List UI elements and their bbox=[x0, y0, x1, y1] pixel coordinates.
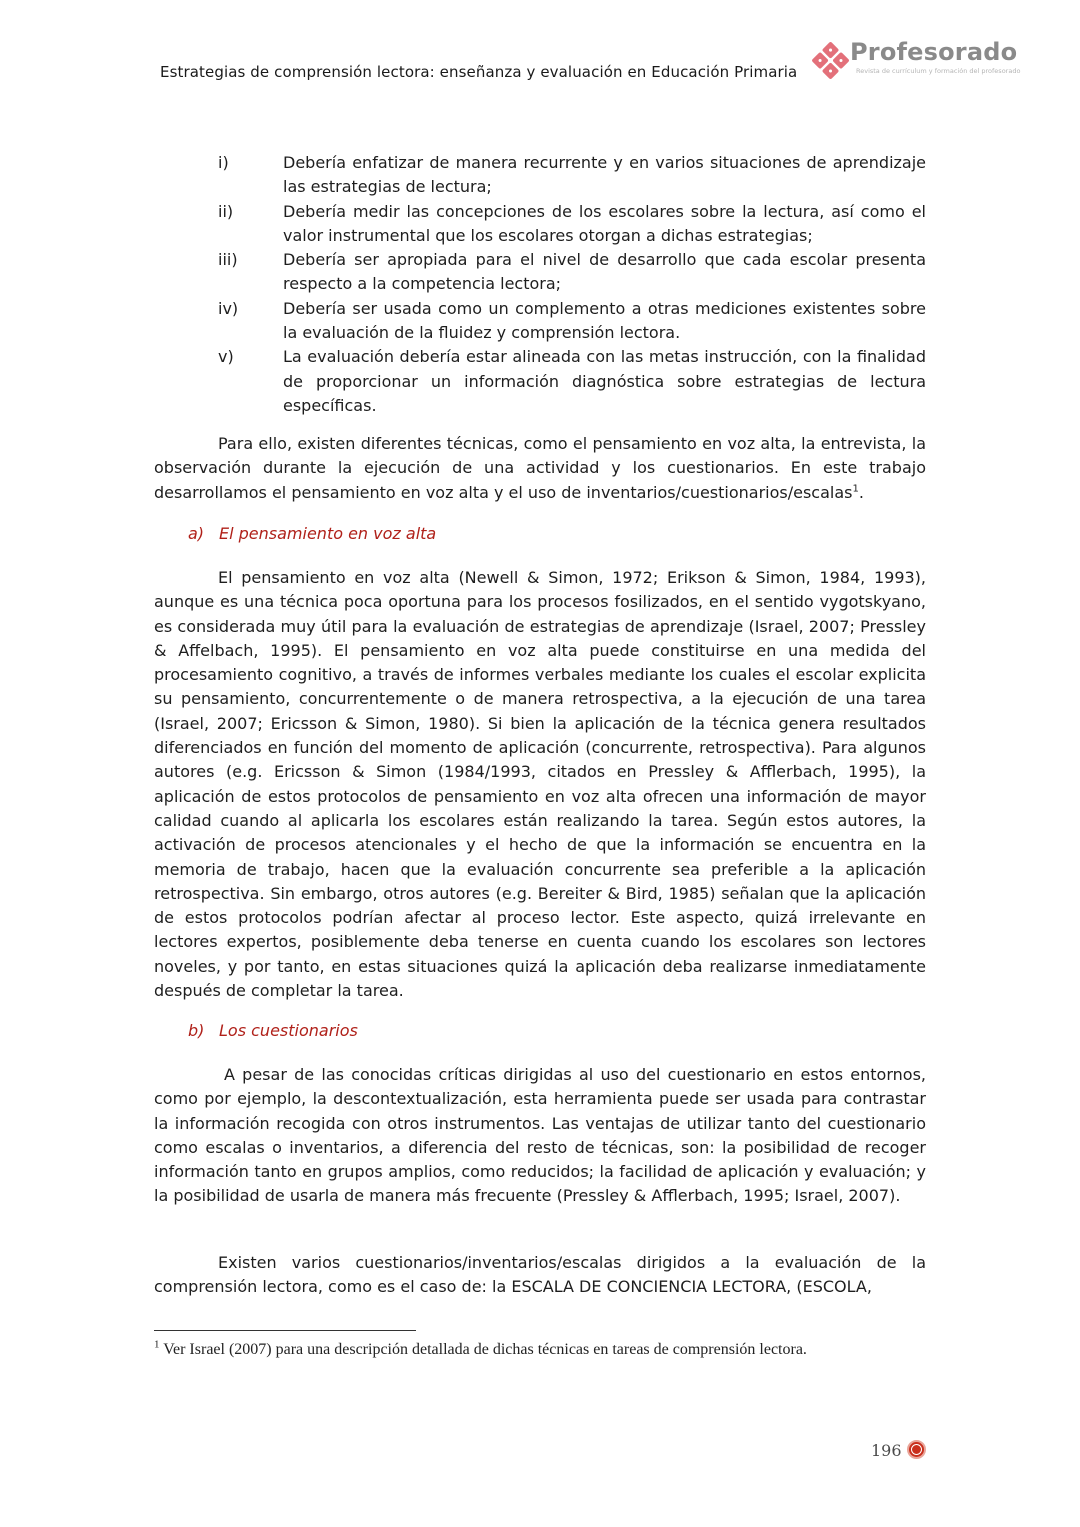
paragraph-questionnaires bbox=[154, 1063, 926, 1209]
paragraph-text: Existen varios cuestionarios/inventarios/escalas dirigidos a la evaluación de la comprensión lectora, como es el caso de: la ESCALA DE CONCIENCIA LECTORA, (ESCOLA, bbox=[154, 1253, 926, 1297]
paragraph-text: A pesar de las conocidas críticas dirigidas al uso del cuestionario en estos entornos, como por ejemplo, la descontextualización, esta herramienta puede ser usada para contrastar la información recogida con otros instrumentos. Las ventajas de utilizar tanto del cuestionario como escalas o inventarios, a diferencia del resto de técnicas, son: la posibilidad de recoger información tanto en grupos amplios, como reducidos; la facilidad de aplicación y evaluación; y la posibilidad de usarla de manera más frecuente (Pressley & Afflerbach, 1995; Israel, 2007). bbox=[154, 1065, 926, 1206]
heading-text: El pensamiento en voz alta bbox=[219, 524, 437, 543]
list-item-number: iii) bbox=[218, 250, 238, 270]
section-heading-think-aloud bbox=[188, 524, 436, 543]
heading-label: a) bbox=[188, 524, 205, 543]
footnote-number: 1 bbox=[154, 1338, 160, 1351]
heading-label: b) bbox=[188, 1021, 205, 1040]
list-item bbox=[218, 297, 926, 346]
paragraph-techniques bbox=[154, 432, 926, 505]
logo-tagline: Revista de currículum y formación del profesorado bbox=[856, 67, 1021, 75]
footnote-text: Ver Israel (2007) para una descripción detallada de dichas técnicas en tareas de comprensión lectora. bbox=[163, 1341, 807, 1358]
list-item bbox=[218, 200, 926, 249]
list-item-number: iv) bbox=[218, 298, 239, 318]
page-marker-circle-icon bbox=[907, 1440, 926, 1459]
page-number: 196 bbox=[871, 1441, 902, 1460]
paragraph-text: Para ello, existen diferentes técnicas, como el pensamiento en voz alta, la entrevista, la observación durante la ejecución de una actividad y los cuestionarios. En este trabajo desarrollamos el pensamiento en voz alta y el uso de inventarios/cuestionarios/escalas bbox=[154, 434, 926, 502]
footnote-reference[interactable]: 1 bbox=[852, 483, 859, 495]
logo-wordmark: Profesorado bbox=[850, 38, 1018, 66]
list-item bbox=[218, 345, 926, 418]
running-header-title: Estrategias de comprensión lectora: enseñanza y evaluación en Educación Primaria bbox=[160, 63, 798, 81]
puzzle-flower-logo-icon bbox=[812, 42, 850, 80]
list-item-text: Debería ser apropiada para el nivel de desarrollo que cada escolar presenta respecto a la competencia lectora; bbox=[283, 250, 926, 294]
list-item bbox=[218, 248, 926, 297]
list-item-number: ii) bbox=[218, 201, 234, 221]
list-item-text: La evaluación debería estar alineada con las metas instrucción, con la finalidad de proporcionar un información diagnóstica sobre estrategias de lectura específicas. bbox=[283, 347, 926, 415]
paragraph-text: El pensamiento en voz alta (Newell & Simon, 1972; Erikson & Simon, 1984, 1993), aunque es una técnica poca oportuna para los procesos fosilizados, en el sentido vygotskyano, es considerada muy útil para la evaluación de estrategias de aprendizaje (Israel, 2007; Pressley & Affelbach, 1995). El pensamiento en voz alta puede constituirse en una medida del procesamiento cognitivo, a través de informes verbales mediante los cuales el escolar explicita su pensamiento, concurrentemente o de manera retrospectiva, a la ejecución de una tarea (Israel, 2007; Ericsson & Simon, 1980). Si bien la aplicación de la técnica genera resultados diferenciados en función del momento de aplicación (concurrente, retrospectiva). Para algunos autores (e.g. Ericsson & Simon (1984/1993, citados en Pressley & Afflerbach, 1995), la aplicación de estos protocolos de pensamiento en voz alta ofrecen una información de mayor calidad cuando al aplicarla los escolares están realizando la tarea. Según estos autores, la activación de procesos atencionales y el hecho de que la información se encuentra en la memoria de trabajo, hacen que la evaluación concurrente sea preferible a la aplicación retrospectiva. Sin embargo, otros autores (e.g. Bereiter & Bird, 1985) señalan que la aplicación de estos protocolos podrían afectar al proceso lector. Este aspecto, quizá irrelevante en lectores expertos, posiblemente deba tenerse en cuenta cuando los escolares son lectores noveles, y por tanto, en estas situaciones quizá la aplicación deba realizarse inmediatamente después de completar la tarea. bbox=[154, 568, 926, 1001]
criteria-list bbox=[218, 151, 926, 418]
list-item-text: Debería medir las concepciones de los escolares sobre la lectura, así como el valor instrumental que los escolares otorgan a dichas estrategias; bbox=[283, 201, 926, 245]
list-item-number: i) bbox=[218, 153, 229, 172]
list-item-text: Debería ser usada como un complemento a otras mediciones existentes sobre la evaluación de la fluidez y comprensión lectora. bbox=[283, 298, 926, 343]
list-item bbox=[218, 151, 926, 200]
footnote bbox=[154, 1338, 807, 1359]
list-item-text: Debería enfatizar de manera recurrente y en varios situaciones de aprendizaje las estrategias de lectura; bbox=[283, 153, 926, 197]
paragraph-end: . bbox=[858, 482, 864, 502]
paragraph-think-aloud bbox=[154, 566, 926, 1003]
list-item-number: v) bbox=[218, 347, 234, 367]
section-heading-questionnaires bbox=[188, 1021, 358, 1040]
footnote-divider bbox=[154, 1330, 416, 1331]
profesorado-logo bbox=[812, 40, 1042, 82]
paragraph-scales bbox=[154, 1251, 926, 1300]
heading-text: Los cuestionarios bbox=[219, 1021, 358, 1040]
